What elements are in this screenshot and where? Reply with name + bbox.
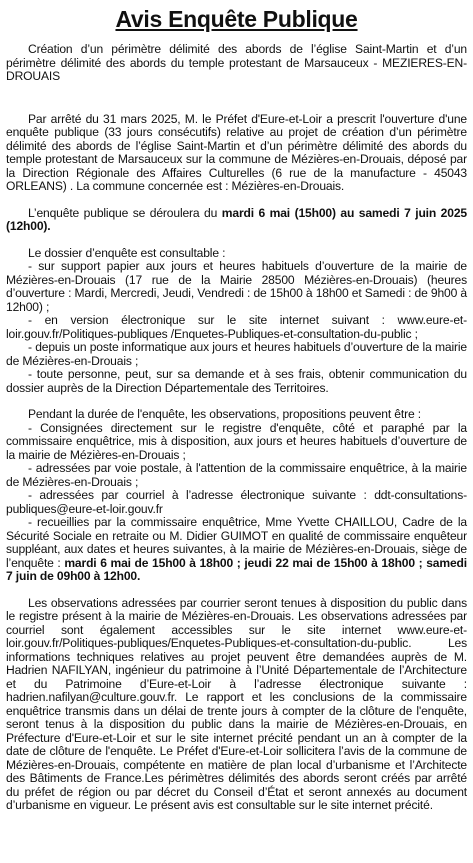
- dossier-item: - en version électronique sur le site internet suivant : www.eure-et-loir.gouv.fr/Politiques-publiques /Enquetes-Publiques-et-consultation-du-public ;: [6, 313, 467, 341]
- notice-title: Avis Enquête Publique: [115, 6, 358, 32]
- dossier-intro: Le dossier d’enquête est consultable :: [28, 245, 226, 260]
- observations-item: - Consignées directement sur le registre d'enquête, côté et paraphé par la commissaire enquêtrice, mis à disposition, aux jours et heures habituels d’ouverture de la mairie de Mézières-en-Drouais ;: [6, 420, 467, 462]
- permanences-text: - recueillies par la commissaire enquêtrice, Mme Yvette CHAILLOU, Cadre de la Sécurité Sociale en retraite ou M. Didier GUIMOT en qualité de commissaire enquêteur suppléant, aux dates et heures suivantes, à la mairie de Mézières-en-Drouais, siège de l’enquête :: [6, 515, 467, 570]
- dossier-item: - sur support papier aux jours et heures habituels d’ouverture de la mairie de Mézières-en-Drouais (17 rue de la Mairie 28500 Mézières-en-Drouais) (heures d’ouverture : Mardi, Mercredi, Jeudi, Vendredi : de 15h00 à 18h00 et Samedi : de 9h00 à 12h00) ;: [6, 259, 467, 314]
- observations-item-permanences: [6, 516, 467, 584]
- paragraph-arrete: Par arrêté du 31 mars 2025, M. le Préfet d'Eure-et-Loir a prescrit l'ouverture d'une enquête publique (33 jours consécutifs) relative au projet de création d’un périmètre délimité des abords de l’église Saint-Martin et d’un périmètre délimité des abords du temple protestant de Marsauceux sur la commune de Mézières-en-Drouais, déposé par la Direction Régionale des Affaires Culturelles (6 rue de la manufacture - 45043 ORLEANS) . La commune concernée est : Mézières-en-Drouais.: [6, 111, 467, 193]
- dossier-item: - toute personne, peut, sur sa demande et à ses frais, obtenir communication du dossier auprès de la Direction Départementale des Territoires.: [6, 367, 467, 395]
- dossier-item: - depuis un poste informatique aux jours et heures habituels d’ouverture de la mairie de Mézières-en-Drouais ;: [6, 340, 467, 368]
- permanences-bold: mardi 6 mai de 15h00 à 18h00 ; jeudi 22 mai de 15h00 à 18h00 ; samedi 7 juin de 09h00 à 12h00.: [6, 555, 467, 583]
- dates-text: L’enquête publique se déroulera du: [28, 205, 222, 220]
- paragraph-dates: [6, 207, 467, 234]
- observations-block: [6, 408, 467, 584]
- dossier-block: [6, 247, 467, 396]
- observations-item: - adressées par voie postale, à l'attention de la commissaire enquêtrice, à la mairie de Mézières-en-Drouais ;: [6, 461, 467, 489]
- notice-subtitle: Création d’un périmètre délimité des abords de l’église Saint-Martin et d’un périmètre délimité des abords du temple protestant de Marsauceux - MEZIERES-EN-DROUAIS: [6, 42, 467, 83]
- observations-intro: Pendant la durée de l'enquête, les observations, propositions peuvent être :: [28, 407, 421, 421]
- dates-bold: mardi 6 mai (15h00) au samedi 7 juin 2025 (12h00).: [6, 205, 467, 233]
- paragraph-final: Les observations adressées par courrier seront tenues à disposition du public dans le registre présent à la mairie de Mézières-en-Drouais. Les observations adressées par courriel sont également accessibles sur le site internet www.eure-et-loir.gouv.fr/Politiques-publiques/Enquetes-Publiques-et-consultation-du-public. Les informations techniques relatives au projet peuvent être demandées auprès de M. Hadrien NAFILYAN, ingénieur du patrimoine à l’Unité Départementale de l’Architecture et du Patrimoine d’Eure-et-Loir à l’adresse électronique suivante : hadrien.nafilyan@culture.gouv.fr. Le rapport et les conclusions de la commissaire enquêtrice transmis dans un délai de trente jours à compter de la clôture de l'enquête, seront tenus à la disposition du public dans la mairie de Mézières-en-Drouais, en Préfecture d'Eure-et-Loir et sur le site internet précité pendant un an à compter de la date de clôture de l'enquête. Le Préfet d'Eure-et-Loir sollicitera l’avis de la commune de Mézières-en-Drouais, compétente en matière de plan local d’urbanisme et l’Architecte des Bâtiments de France.Les périmètres délimités des abords seront créés par arrêté du préfet de région ou par décret du Conseil d’État et seront annexés au document d’urbanisme en vigueur. Le présent avis est consultable sur le site internet précité.: [6, 595, 467, 812]
- observations-item: - adressées par courriel à l’adresse électronique suivante : ddt-consultations-publiques@eure-et-loir.gouv.fr: [6, 488, 467, 516]
